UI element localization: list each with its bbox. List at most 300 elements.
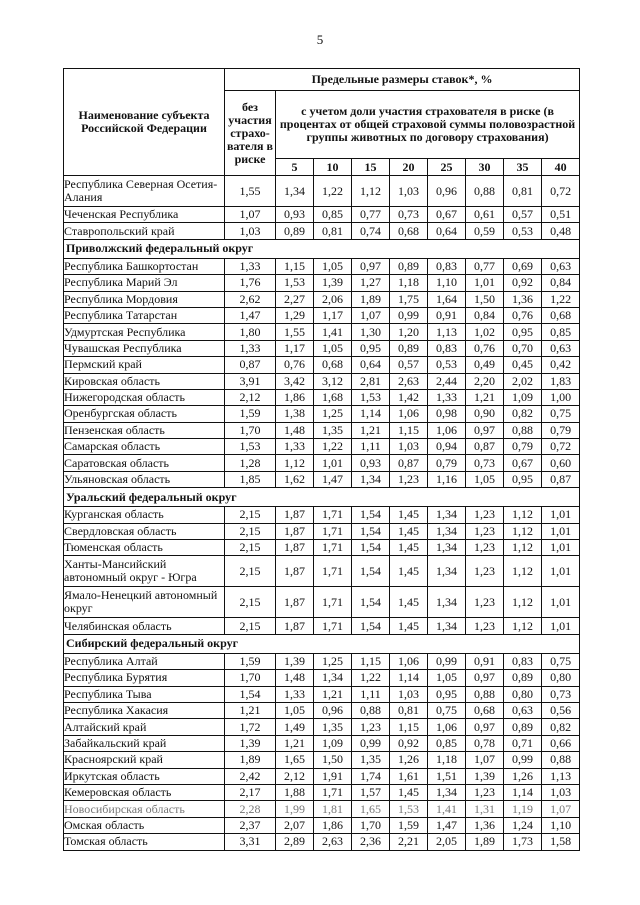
table-row [64,406,580,422]
rate-share-cell: 0,93 [276,207,314,223]
rate-no-share-cell: 1,59 [225,653,276,669]
rate-no-share-cell: 2,28 [225,801,276,817]
rate-share-cell: 1,45 [390,587,428,618]
rate-share-cell: 1,87 [276,556,314,587]
rate-share-cell: 1,31 [466,801,504,817]
rate-share-cell: 1,87 [276,540,314,556]
rate-share-cell: 0,75 [542,653,580,669]
rate-share-cell: 3,12 [314,373,352,389]
rate-share-cell: 1,23 [466,587,504,618]
rate-no-share-cell: 1,03 [225,223,276,239]
rate-no-share-cell: 1,76 [225,275,276,291]
rate-no-share-cell: 0,87 [225,357,276,373]
rate-share-cell: 1,74 [352,768,390,784]
rate-share-cell: 1,89 [466,834,504,850]
rate-share-cell: 1,29 [276,307,314,323]
rate-no-share-cell: 2,15 [225,507,276,523]
rate-share-cell: 1,02 [466,324,504,340]
rate-share-cell: 1,23 [390,471,428,487]
rate-share-cell: 2,63 [314,834,352,850]
region-heading: Уральский федеральный округ [64,488,580,507]
rate-share-cell: 1,35 [352,752,390,768]
rate-share-cell: 1,58 [542,834,580,850]
region-heading-row [64,634,580,653]
rate-share-cell: 1,01 [542,523,580,539]
subject-name-cell: Пензенская область [64,422,225,438]
rate-share-cell: 1,71 [314,618,352,634]
rate-share-cell: 0,83 [428,340,466,356]
rate-share-cell: 1,34 [428,523,466,539]
rate-share-cell: 0,57 [504,207,542,223]
rate-share-cell: 2,02 [504,373,542,389]
rate-share-cell: 1,12 [504,618,542,634]
rate-share-cell: 0,71 [504,735,542,751]
rate-no-share-cell: 1,59 [225,406,276,422]
region-heading-row [64,239,580,258]
rate-share-cell: 1,54 [352,507,390,523]
rate-share-cell: 0,74 [352,223,390,239]
rate-share-cell: 0,87 [390,455,428,471]
rate-no-share-cell: 1,72 [225,719,276,735]
rate-share-cell: 0,63 [504,702,542,718]
rate-share-cell: 2,06 [314,291,352,307]
rate-share-cell: 0,99 [504,752,542,768]
table-row [64,340,580,356]
table-row [64,784,580,800]
subject-name-cell: Ямало-Ненецкий автономный округ [64,587,225,618]
rate-share-cell: 0,53 [504,223,542,239]
rate-share-cell: 1,59 [390,817,428,833]
header-share-35: 35 [504,159,542,176]
subject-name-cell: Пермский край [64,357,225,373]
rate-share-cell: 1,03 [390,686,428,702]
rate-share-cell: 0,99 [390,307,428,323]
rate-share-cell: 1,21 [352,422,390,438]
rate-share-cell: 0,70 [504,340,542,356]
rate-share-cell: 1,14 [504,784,542,800]
rate-no-share-cell: 1,33 [225,258,276,274]
rate-share-cell: 1,23 [466,556,504,587]
rate-share-cell: 0,78 [466,735,504,751]
rate-share-cell: 0,51 [542,207,580,223]
rate-share-cell: 1,54 [352,587,390,618]
table-row [64,275,580,291]
rate-share-cell: 1,34 [428,784,466,800]
table-row [64,422,580,438]
rate-share-cell: 0,60 [542,455,580,471]
rate-share-cell: 0,88 [466,686,504,702]
rate-share-cell: 1,71 [314,507,352,523]
rate-no-share-cell: 2,15 [225,556,276,587]
table-row [64,207,580,223]
rate-share-cell: 0,84 [466,307,504,323]
rate-share-cell: 1,23 [466,784,504,800]
rate-share-cell: 1,11 [352,686,390,702]
rate-no-share-cell: 1,54 [225,686,276,702]
rate-share-cell: 0,68 [390,223,428,239]
rate-share-cell: 1,36 [504,291,542,307]
rate-share-cell: 0,76 [466,340,504,356]
subject-name-cell: Республика Хакасия [64,702,225,718]
rate-share-cell: 1,62 [276,471,314,487]
table-row [64,587,580,618]
rate-share-cell: 1,14 [352,406,390,422]
rate-share-cell: 0,53 [428,357,466,373]
table-row [64,752,580,768]
rate-share-cell: 0,64 [352,357,390,373]
header-share-5: 5 [276,159,314,176]
rate-no-share-cell: 1,28 [225,455,276,471]
rate-no-share-cell: 1,55 [225,176,276,207]
table-header [64,69,580,176]
table-row [64,439,580,455]
rate-share-cell: 2,89 [276,834,314,850]
subject-name-cell: Челябинская область [64,618,225,634]
rate-no-share-cell: 2,15 [225,540,276,556]
table-row [64,817,580,833]
rate-share-cell: 1,34 [428,556,466,587]
rate-no-share-cell: 2,62 [225,291,276,307]
rate-share-cell: 2,12 [276,768,314,784]
rate-share-cell: 1,16 [428,471,466,487]
table-row [64,307,580,323]
rate-share-cell: 0,66 [542,735,580,751]
rate-share-cell: 1,87 [276,618,314,634]
rate-no-share-cell: 3,31 [225,834,276,850]
subject-name-cell: Чувашская Республика [64,340,225,356]
table-row [64,373,580,389]
rate-share-cell: 1,12 [504,540,542,556]
rate-share-cell: 1,45 [390,523,428,539]
rate-share-cell: 2,36 [352,834,390,850]
table-row [64,686,580,702]
rate-share-cell: 1,06 [390,653,428,669]
rate-share-cell: 1,23 [466,523,504,539]
subject-name-cell: Омская область [64,817,225,833]
rate-share-cell: 1,15 [390,719,428,735]
rate-share-cell: 0,77 [466,258,504,274]
rate-share-cell: 1,17 [276,340,314,356]
header-share-40: 40 [542,159,580,176]
header-share-10: 10 [314,159,352,176]
rate-share-cell: 1,22 [352,670,390,686]
rate-share-cell: 1,26 [504,768,542,784]
rate-share-cell: 1,10 [542,817,580,833]
rate-share-cell: 0,88 [504,422,542,438]
rate-share-cell: 0,95 [428,686,466,702]
rate-share-cell: 1,21 [466,389,504,405]
table-row [64,507,580,523]
rate-share-cell: 0,68 [542,307,580,323]
rate-share-cell: 1,89 [352,291,390,307]
rate-share-cell: 1,73 [504,834,542,850]
rate-share-cell: 0,75 [542,406,580,422]
rate-share-cell: 1,23 [466,507,504,523]
rate-share-cell: 2,07 [276,817,314,833]
rate-share-cell: 1,03 [390,176,428,207]
rate-share-cell: 1,54 [352,556,390,587]
table-row [64,389,580,405]
rate-share-cell: 1,50 [466,291,504,307]
rate-share-cell: 1,39 [466,768,504,784]
rate-share-cell: 1,22 [542,291,580,307]
header-with-share: с учетом доли участия страхователя в риске (в процентах от общей страховой суммы половозрастной группы животных по договору страхования) [276,91,580,159]
rate-share-cell: 1,34 [428,507,466,523]
rate-share-cell: 1,18 [390,275,428,291]
rate-share-cell: 0,99 [428,653,466,669]
rate-share-cell: 1,39 [276,653,314,669]
table-row [64,768,580,784]
rate-share-cell: 1,00 [542,389,580,405]
subject-name-cell: Удмуртская Республика [64,324,225,340]
page-number: 5 [316,32,324,47]
rate-share-cell: 1,68 [314,389,352,405]
rate-share-cell: 0,89 [276,223,314,239]
rate-share-cell: 1,15 [390,422,428,438]
rate-share-cell: 1,01 [542,556,580,587]
rate-share-cell: 0,95 [352,340,390,356]
rate-no-share-cell: 1,70 [225,422,276,438]
rate-share-cell: 1,19 [504,801,542,817]
rate-share-cell: 0,79 [428,455,466,471]
rate-share-cell: 2,05 [428,834,466,850]
rate-share-cell: 1,17 [314,307,352,323]
rate-share-cell: 1,45 [390,556,428,587]
rate-share-cell: 0,42 [542,357,580,373]
subject-name-cell: Тюменская область [64,540,225,556]
subject-name-cell: Курганская область [64,507,225,523]
rate-share-cell: 0,72 [542,439,580,455]
rate-share-cell: 1,18 [428,752,466,768]
rate-share-cell: 0,96 [314,702,352,718]
rate-share-cell: 0,83 [504,653,542,669]
rate-share-cell: 1,12 [504,507,542,523]
rate-share-cell: 1,41 [428,801,466,817]
rate-share-cell: 1,71 [314,784,352,800]
rate-share-cell: 0,79 [542,422,580,438]
rate-share-cell: 1,51 [428,768,466,784]
rate-share-cell: 0,81 [504,176,542,207]
rate-share-cell: 1,23 [352,719,390,735]
header-share-15: 15 [352,159,390,176]
rate-share-cell: 1,09 [504,389,542,405]
rate-share-cell: 1,71 [314,523,352,539]
rate-share-cell: 1,06 [428,719,466,735]
rate-share-cell: 2,20 [466,373,504,389]
rate-share-cell: 1,01 [314,455,352,471]
table-row [64,556,580,587]
rate-share-cell: 1,45 [390,507,428,523]
subject-name-cell: Республика Татарстан [64,307,225,323]
rate-share-cell: 1,33 [428,389,466,405]
table-row [64,471,580,487]
rate-share-cell: 1,38 [276,406,314,422]
subject-name-cell: Алтайский край [64,719,225,735]
rate-share-cell: 1,03 [542,784,580,800]
rate-share-cell: 1,30 [352,324,390,340]
rate-no-share-cell: 2,15 [225,587,276,618]
subject-name-cell: Забайкальский край [64,735,225,751]
rate-share-cell: 1,09 [314,735,352,751]
rate-share-cell: 1,11 [352,439,390,455]
rate-share-cell: 1,47 [314,471,352,487]
rate-share-cell: 1,53 [276,275,314,291]
rate-share-cell: 1,03 [390,439,428,455]
rate-share-cell: 0,76 [276,357,314,373]
rate-no-share-cell: 2,15 [225,523,276,539]
rate-share-cell: 1,14 [390,670,428,686]
rate-share-cell: 1,20 [390,324,428,340]
rate-share-cell: 0,90 [466,406,504,422]
rate-share-cell: 1,54 [352,523,390,539]
rate-share-cell: 0,84 [542,275,580,291]
rate-share-cell: 0,82 [504,406,542,422]
rate-share-cell: 0,87 [466,439,504,455]
rate-share-cell: 1,91 [314,768,352,784]
rate-share-cell: 1,26 [390,752,428,768]
rate-share-cell: 3,42 [276,373,314,389]
rate-no-share-cell: 1,07 [225,207,276,223]
rate-share-cell: 0,80 [504,686,542,702]
rate-share-cell: 0,59 [466,223,504,239]
header-no-share: без участия страхо-вателя в риске [225,91,276,176]
rate-share-cell: 2,21 [390,834,428,850]
subject-name-cell: Ханты-Мансийский автономный округ - Югра [64,556,225,587]
rate-no-share-cell: 1,47 [225,307,276,323]
rate-share-cell: 1,47 [428,817,466,833]
header-share-30: 30 [466,159,504,176]
subject-name-cell: Оренбургская область [64,406,225,422]
rate-share-cell: 1,34 [428,618,466,634]
rate-share-cell: 1,15 [276,258,314,274]
rate-share-cell: 0,68 [466,702,504,718]
rate-no-share-cell: 2,37 [225,817,276,833]
rate-share-cell: 1,23 [466,540,504,556]
rate-share-cell: 0,89 [390,340,428,356]
rate-share-cell: 1,01 [466,275,504,291]
rate-share-cell: 1,06 [390,406,428,422]
rate-share-cell: 0,83 [428,258,466,274]
rate-share-cell: 1,35 [314,719,352,735]
rate-no-share-cell: 2,17 [225,784,276,800]
rate-share-cell: 1,53 [390,801,428,817]
rate-share-cell: 1,55 [276,324,314,340]
rate-share-cell: 1,34 [276,176,314,207]
table-row [64,670,580,686]
rate-share-cell: 1,07 [352,307,390,323]
rate-share-cell: 1,01 [542,587,580,618]
rate-share-cell: 1,41 [314,324,352,340]
rate-share-cell: 1,86 [276,389,314,405]
subject-name-cell: Республика Бурятия [64,670,225,686]
rate-share-cell: 1,64 [428,291,466,307]
subject-name-cell: Республика Мордовия [64,291,225,307]
rate-no-share-cell: 1,85 [225,471,276,487]
table-row [64,702,580,718]
rate-share-cell: 1,12 [352,176,390,207]
rate-share-cell: 1,71 [314,540,352,556]
region-heading-row [64,488,580,507]
subject-name-cell: Красноярский край [64,752,225,768]
rate-no-share-cell: 1,39 [225,735,276,751]
rate-share-cell: 0,95 [504,324,542,340]
rate-share-cell: 1,48 [276,670,314,686]
rate-share-cell: 0,72 [542,176,580,207]
rate-share-cell: 1,34 [428,587,466,618]
rate-no-share-cell: 1,33 [225,340,276,356]
rate-share-cell: 0,82 [542,719,580,735]
rate-share-cell: 1,75 [390,291,428,307]
rate-share-cell: 1,33 [276,686,314,702]
rate-share-cell: 0,61 [466,207,504,223]
rate-share-cell: 1,71 [314,556,352,587]
rate-share-cell: 1,06 [428,422,466,438]
rate-share-cell: 1,12 [504,523,542,539]
rate-share-cell: 0,97 [466,422,504,438]
rate-share-cell: 0,92 [504,275,542,291]
rate-share-cell: 1,86 [314,817,352,833]
rate-share-cell: 1,53 [352,389,390,405]
rate-share-cell: 1,83 [542,373,580,389]
table-row [64,540,580,556]
subject-name-cell: Иркутская область [64,768,225,784]
rate-share-cell: 0,81 [390,702,428,718]
rate-share-cell: 0,45 [504,357,542,373]
rate-share-cell: 1,61 [390,768,428,784]
rate-share-cell: 0,79 [504,439,542,455]
rate-share-cell: 1,35 [314,422,352,438]
rate-share-cell: 0,67 [428,207,466,223]
subject-name-cell: Чеченская Республика [64,207,225,223]
rate-share-cell: 0,67 [504,455,542,471]
rate-share-cell: 0,91 [428,307,466,323]
rate-share-cell: 0,85 [428,735,466,751]
rate-share-cell: 1,87 [276,587,314,618]
rate-share-cell: 1,87 [276,507,314,523]
rate-share-cell: 0,99 [352,735,390,751]
rate-share-cell: 2,27 [276,291,314,307]
rate-share-cell: 1,65 [276,752,314,768]
rate-share-cell: 0,77 [352,207,390,223]
subject-name-cell: Нижегородская область [64,389,225,405]
rate-share-cell: 1,22 [314,176,352,207]
subject-name-cell: Республика Северная Осетия-Алания [64,176,225,207]
rate-share-cell: 1,81 [314,801,352,817]
rate-share-cell: 0,49 [466,357,504,373]
rate-share-cell: 0,98 [428,406,466,422]
header-subject-name: Наименование субъекта Российской Федерации [64,69,225,176]
rate-share-cell: 1,42 [390,389,428,405]
rate-share-cell: 0,95 [504,471,542,487]
rate-share-cell: 0,89 [504,670,542,686]
rate-share-cell: 1,15 [352,653,390,669]
rate-share-cell: 1,13 [428,324,466,340]
table-row [64,834,580,850]
rate-share-cell: 1,48 [276,422,314,438]
rate-share-cell: 1,25 [314,406,352,422]
rate-share-cell: 1,10 [428,275,466,291]
rate-share-cell: 1,88 [276,784,314,800]
table-row [64,653,580,669]
rate-share-cell: 1,71 [314,587,352,618]
rate-share-cell: 1,54 [352,618,390,634]
rate-no-share-cell: 1,80 [225,324,276,340]
rate-no-share-cell: 2,12 [225,389,276,405]
table-row [64,523,580,539]
rate-share-cell: 1,12 [276,455,314,471]
rate-no-share-cell: 1,89 [225,752,276,768]
rate-share-cell: 1,01 [542,540,580,556]
